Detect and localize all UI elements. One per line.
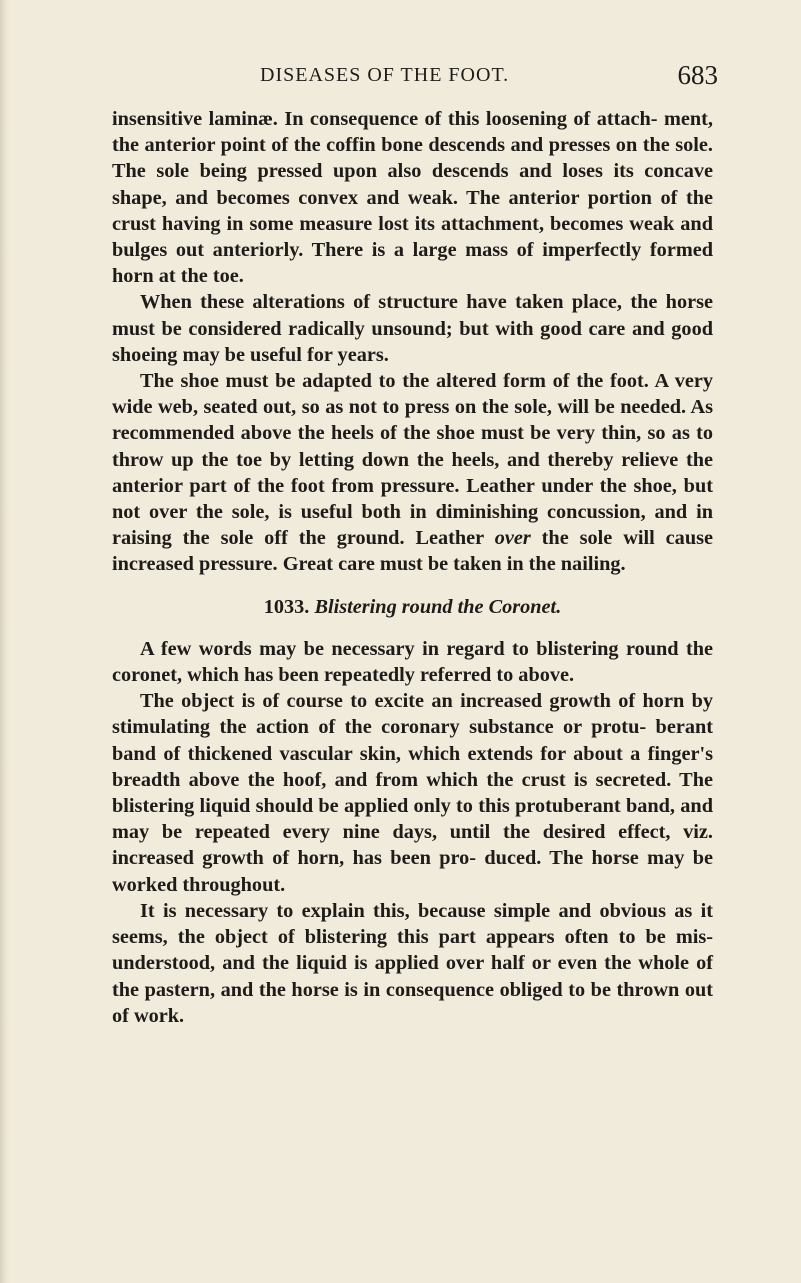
text-run: The shoe must be adapted to the altered form of the foot. A very wide web, seated out, so as not to press on the sole, will be needed. As recommended above the heels of the shoe must be very thin, so as to throw up the toe by letting down the heels, and thereby relieve the anterior part of the foot from pressure. Leather under the shoe, but not over the sole, is useful both in diminishing concussion, and in raising the sole off the ground. Leather <box>112 370 713 550</box>
italic-word: over <box>494 527 531 550</box>
paragraph: When these alterations of structure have taken place, the horse must be considered radically unsound; but with good care and good shoeing may be useful for years. <box>112 291 713 366</box>
page-number: 683 <box>677 60 718 90</box>
text-run: the sole will cause increased pressure. Great care must be taken in the nailing. <box>112 527 713 576</box>
section-heading <box>112 594 713 620</box>
paragraph-shoe <box>112 368 713 578</box>
paragraph: The object is of course to excite an increased growth of horn by stimulating the action of the coronary substance or protu- berant band of thickened vascular skin, which extends for about a finger's breadth above the hoof, and from which the crust is secreted. The blistering liquid should be applied only to this protuberant band, and may be repeated every nine days, until the desired effect, viz. increased growth of horn, has been pro- duced. The horse may be worked throughout. <box>112 690 713 896</box>
paragraph: It is necessary to explain this, because simple and obvious as it seems, the object of blistering this part appears often to be mis-understood, and the liquid is applied over half or even the whole of the pastern, and the horse is in consequence obliged to be thrown out of work. <box>112 899 713 1027</box>
page-header <box>112 60 718 100</box>
running-head: DISEASES OF THE FOOT. <box>260 64 510 86</box>
paragraph: A few words may be necessary in regard to blistering round the coronet, which has been repeatedly referred to above. <box>112 637 713 687</box>
body-text <box>112 106 713 1029</box>
paragraph: insensitive laminæ. In consequence of this loosening of attach- ment, the anterior point of the coffin bone descends and presses on the sole. The sole being pressed upon also descends and loses its concave shape, and becomes convex and weak. The anterior portion of the crust having in some measure lost its attachment, becomes weak and bulges out anteriorly. There is a large mass of imperfectly formed horn at the toe. <box>112 108 713 288</box>
section-number: 1033. <box>263 595 310 618</box>
section-title: Blistering round the Coronet. <box>314 595 562 618</box>
